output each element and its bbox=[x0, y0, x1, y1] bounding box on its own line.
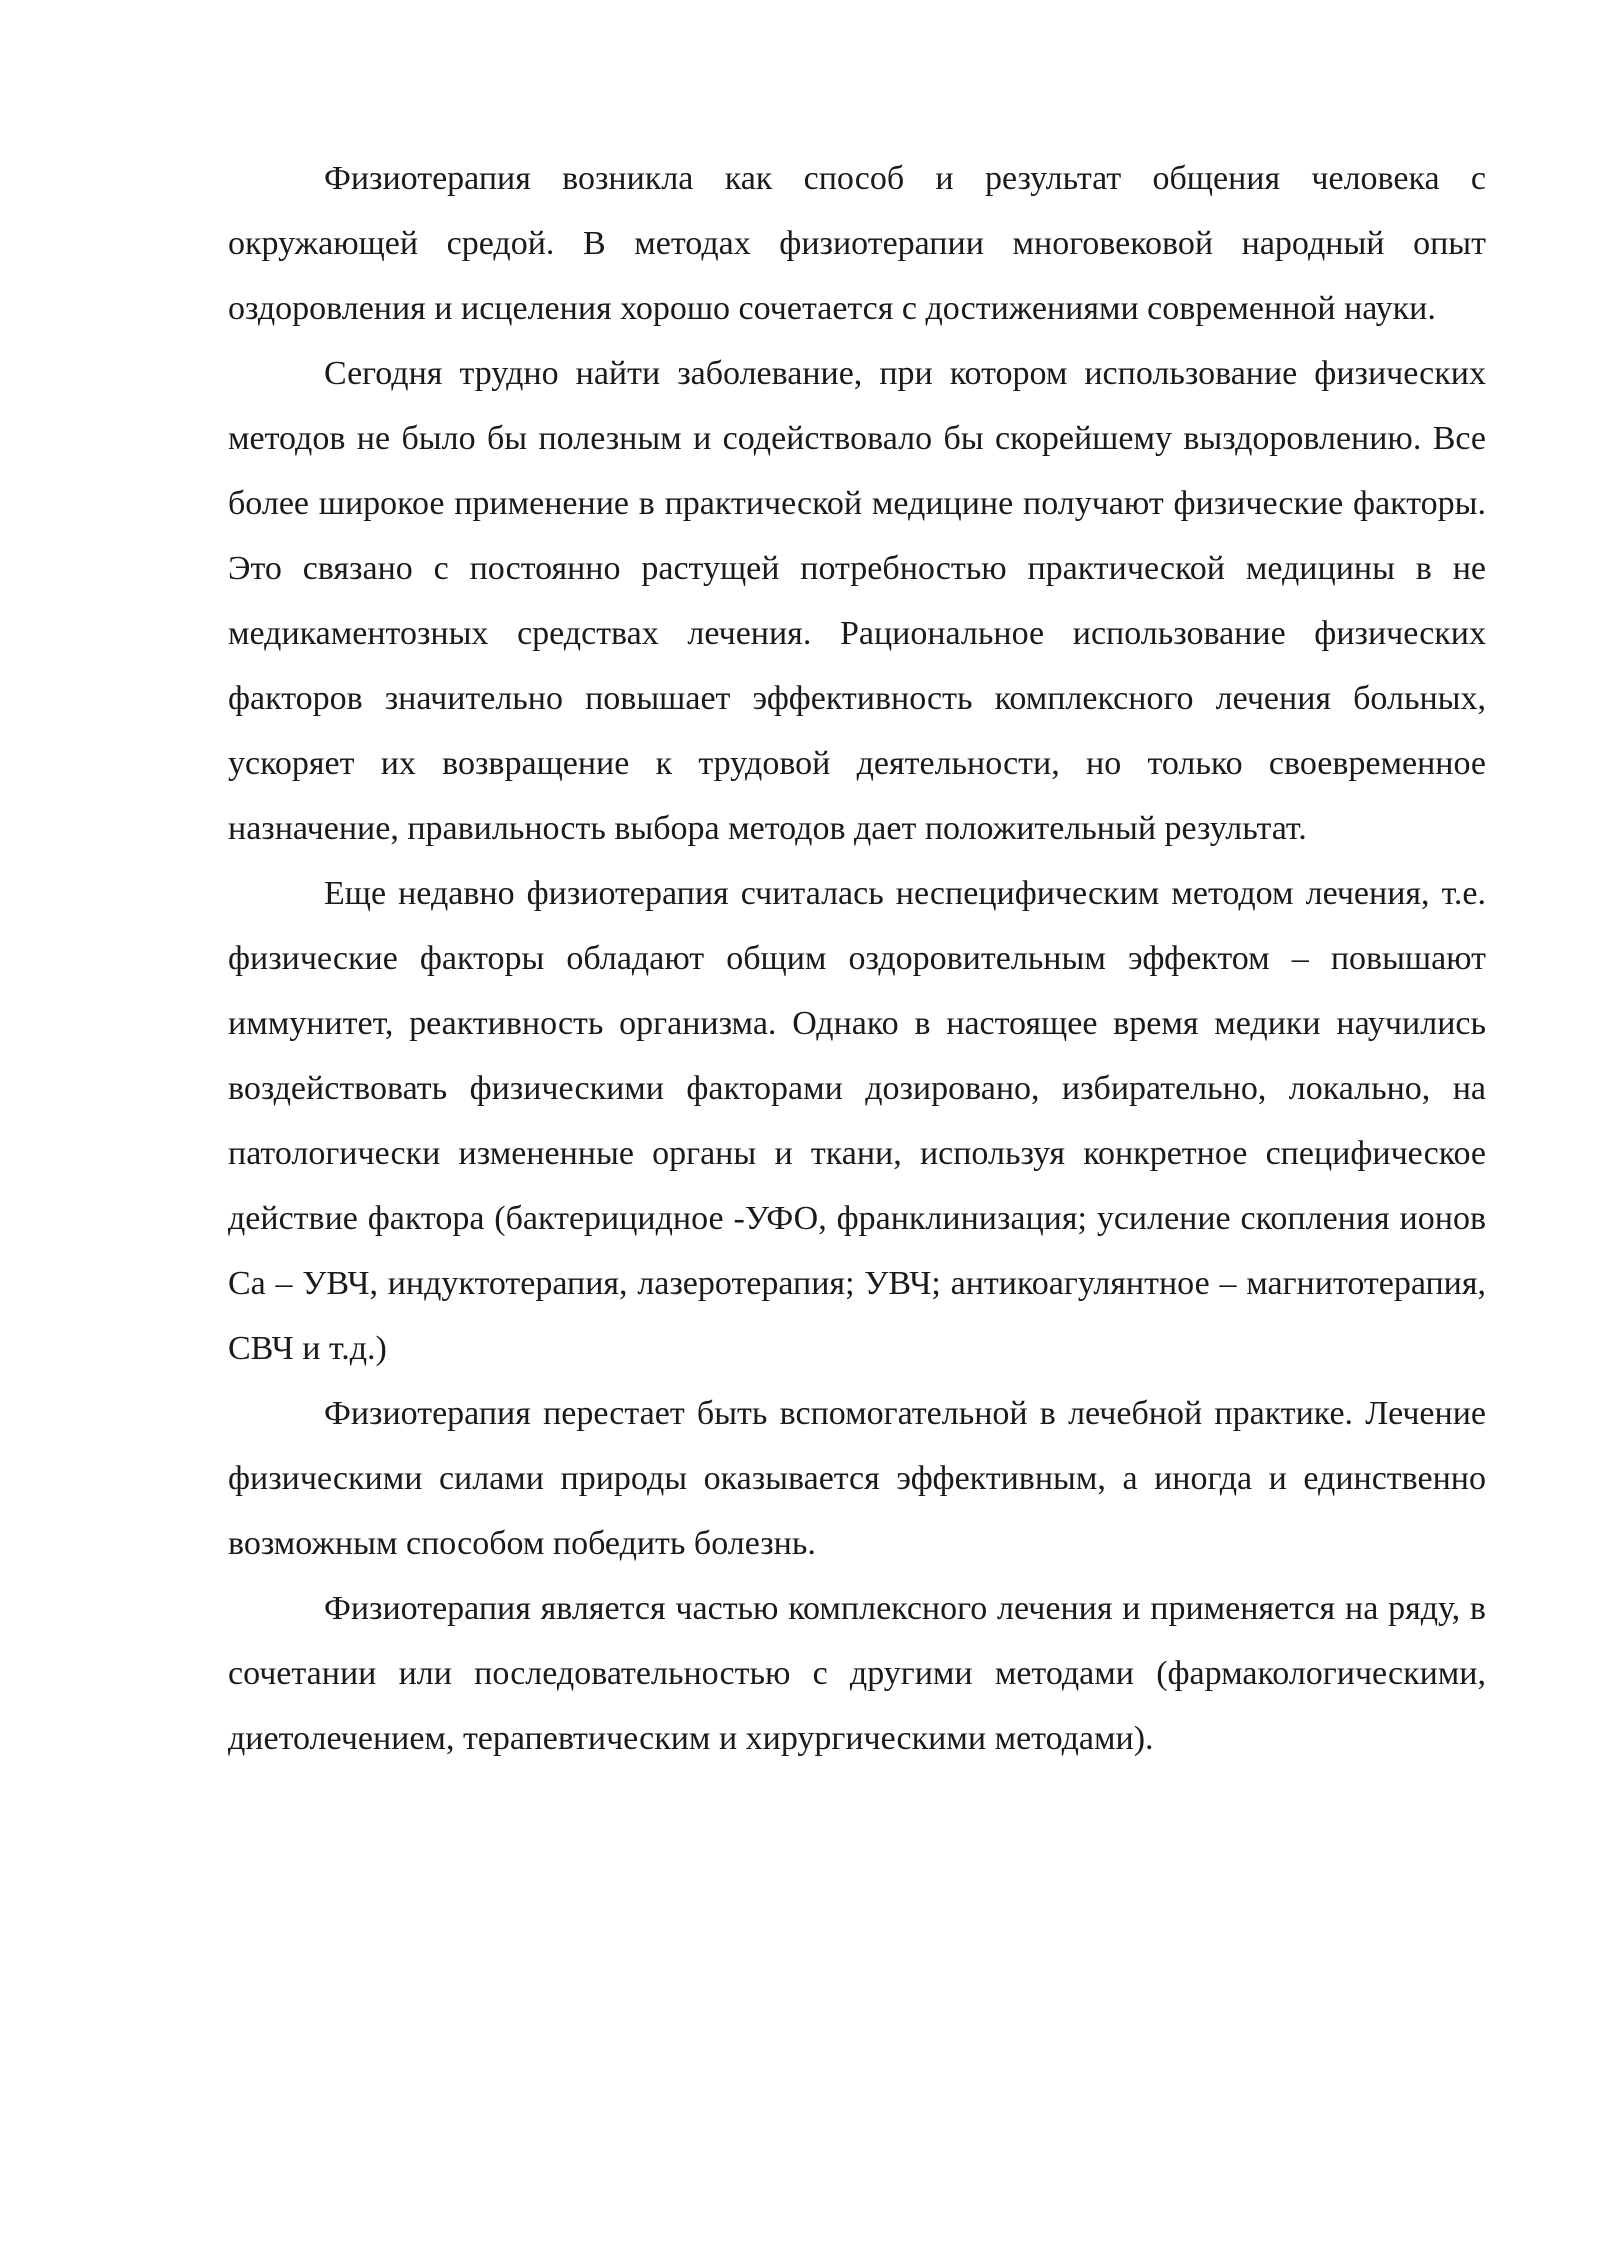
paragraph-5: Физиотерапия является частью комплексного лечения и применяется на ряду, в сочетании или последовательностью с другими методами (фармакологическими, диетолечением, терапевтическим и хирургическими методами). bbox=[228, 1590, 1486, 1757]
paragraph-1: Физиотерапия возникла как способ и результат общения человека с окружающей средой. В методах физиотерапии многовековой народный опыт оздоровления и исцеления хорошо сочетается с достижениями современной науки. bbox=[228, 160, 1486, 327]
paragraph-4: Физиотерапия перестает быть вспомогательной в лечебной практике. Лечение физическими силами природы оказывается эффективным, а иногда и единственно возможным способом победить болезнь. bbox=[228, 1395, 1486, 1562]
paragraph-3: Еще недавно физиотерапия считалась неспецифическим методом лечения, т.е. физические факторы обладают общим оздоровительным эффектом – повышают иммунитет, реактивность организма. Однако в настоящее время медики научились воздействовать физическими факторами дозировано, избирательно, локально, на патологически измененные органы и ткани, используя конкретное специфическое действие фактора (бактерицидное -УФО, франклинизация; усиление скопления ионов Са – УВЧ, индуктотерапия, лазеротерапия; УВЧ; антикоагулянтное – магнитотерапия, СВЧ и т.д.) bbox=[228, 875, 1486, 1367]
paragraph-2: Сегодня трудно найти заболевание, при котором использование физических методов не было бы полезным и содействовало бы скорейшему выздоровлению. Все более широкое применение в практической медицине получают физические факторы. Это связано с постоянно растущей потребностью практической медицины в не медикаментозных средствах лечения. Рациональное использование физических факторов значительно повышает эффективность комплексного лечения больных, ускоряет их возвращение к трудовой деятельности, но только своевременное назначение, правильность выбора методов дает положительный результат. bbox=[228, 355, 1486, 847]
body-text bbox=[228, 146, 1486, 1771]
